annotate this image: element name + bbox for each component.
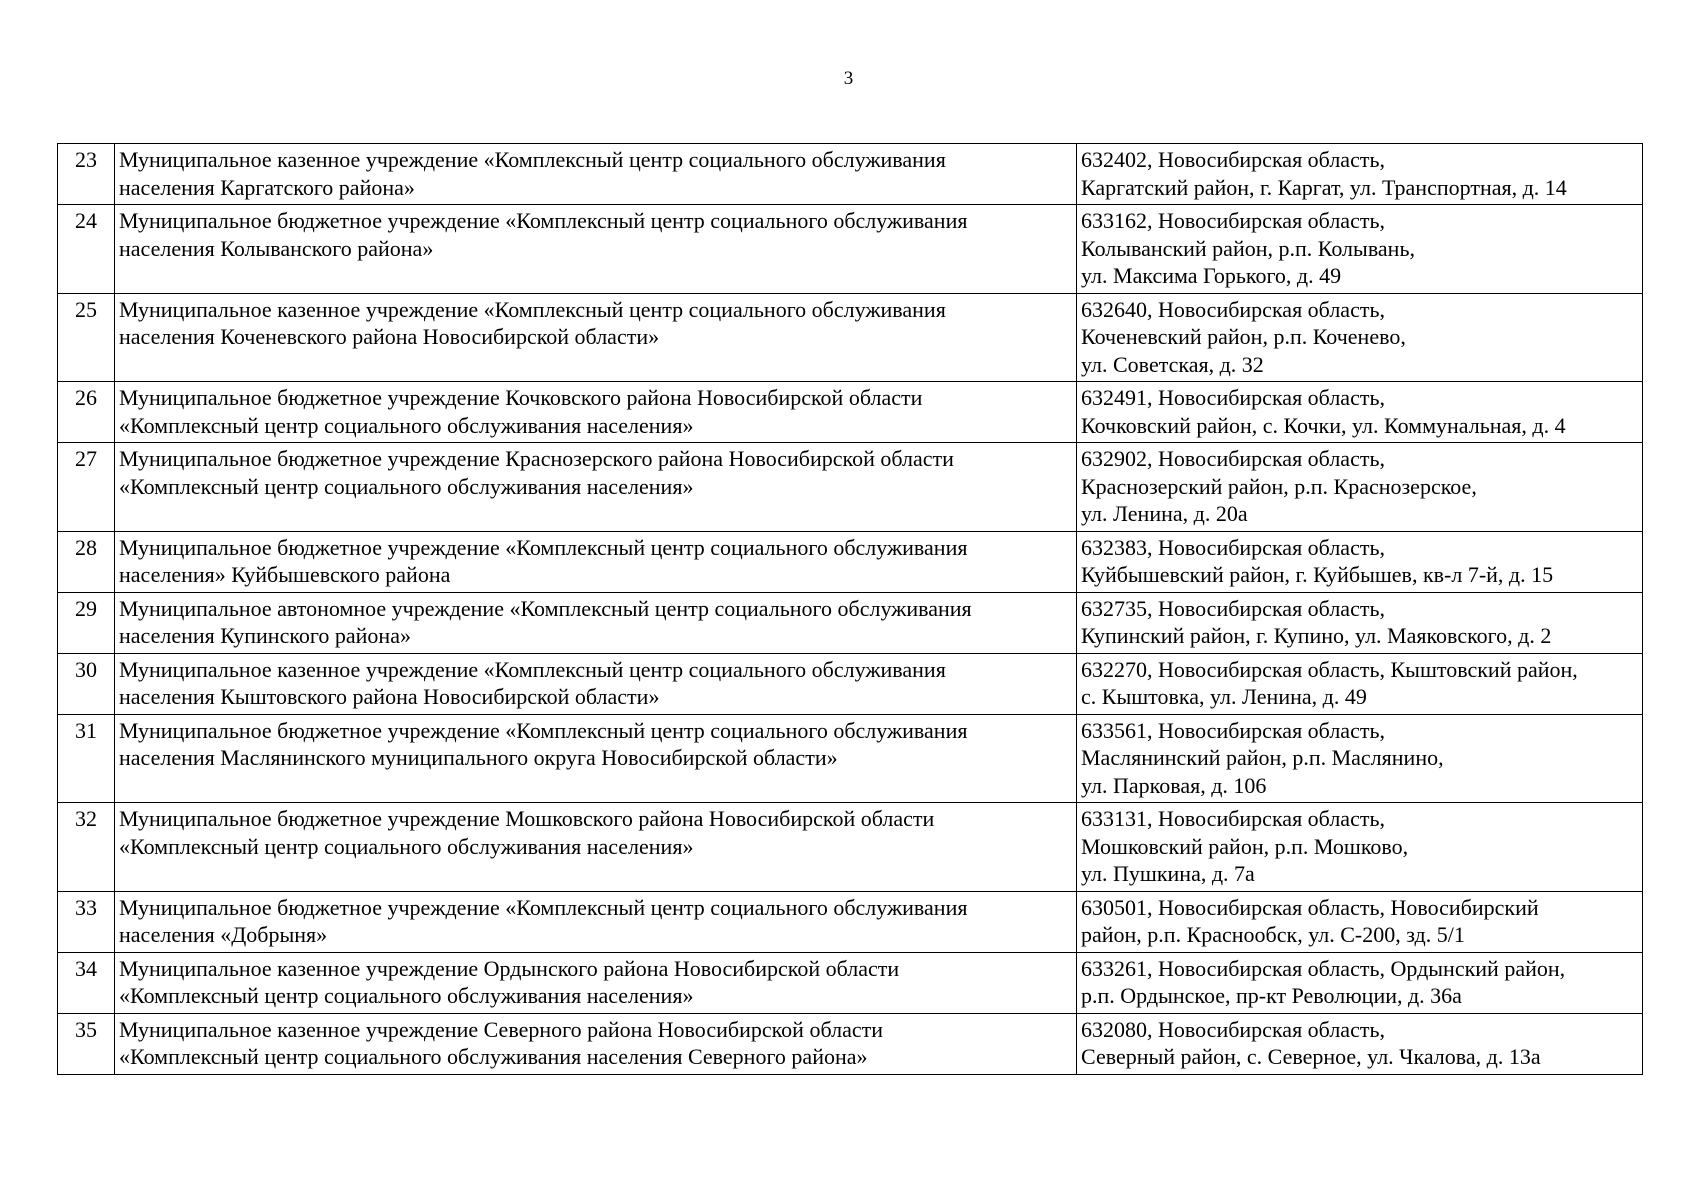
address-line: 632735, Новосибирская область, — [1081, 595, 1385, 621]
institution-name-line: «Комплексный центр социального обслуживания населения» — [119, 833, 694, 859]
institution-name-cell — [115, 952, 1077, 1013]
table-row — [58, 714, 1643, 803]
row-number: 23 — [58, 144, 115, 205]
institution-name-line: Муниципальное бюджетное учреждение «Комплексный центр социального обслуживания — [119, 717, 968, 743]
address-cell — [1077, 443, 1643, 532]
institution-name-cell — [115, 144, 1077, 205]
institution-name-cell — [115, 443, 1077, 532]
institution-name-line: Муниципальное бюджетное учреждение Краснозерского района Новосибирской области — [119, 446, 954, 471]
institution-name-cell — [115, 205, 1077, 294]
address-line: Краснозерский район, р.п. Краснозерское, — [1081, 473, 1477, 499]
institution-name-line: «Комплексный центр социального обслуживания населения» — [119, 412, 694, 438]
institution-name-line: населения Кыштовского района Новосибирской области» — [119, 684, 660, 709]
institution-name-cell — [115, 382, 1077, 443]
institution-name-line: «Комплексный центр социального обслуживания населения» — [119, 983, 694, 1008]
institution-name-line: Муниципальное казенное учреждение «Комплексный центр социального обслуживания — [119, 656, 946, 682]
row-number: 28 — [58, 531, 115, 592]
address-line: 632402, Новосибирская область, — [1081, 147, 1385, 172]
address-line: ул. Ленина, д. 20а — [1081, 501, 1248, 526]
institution-name-line: Муниципальное казенное учреждение «Комплексный центр социального обслуживания — [119, 147, 946, 172]
address-line: 632383, Новосибирская область, — [1081, 534, 1385, 560]
row-number: 35 — [58, 1013, 115, 1074]
address-line: ул. Максима Горького, д. 49 — [1081, 263, 1342, 288]
row-number: 26 — [58, 382, 115, 443]
institution-name-cell — [115, 1013, 1077, 1074]
address-line: 630501, Новосибирская область, Новосибирский — [1081, 894, 1539, 920]
institution-name-line: Муниципальное казенное учреждение Северного района Новосибирской области — [119, 1016, 883, 1042]
address-line: Колыванский район, р.п. Колывань, — [1081, 235, 1415, 261]
institution-name-line: Муниципальное бюджетное учреждение Кочковского района Новосибирской области — [119, 385, 923, 410]
address-line: Коченевский район, р.п. Коченево, — [1081, 324, 1406, 349]
table-row — [58, 592, 1643, 653]
address-line: Северный район, с. Северное, ул. Чкалова, д. 13а — [1081, 1044, 1541, 1069]
institution-name-line: «Комплексный центр социального обслуживания населения Северного района» — [119, 1044, 868, 1069]
row-number: 25 — [58, 293, 115, 382]
address-line: ул. Пушкина, д. 7а — [1081, 861, 1255, 886]
institution-name-line: Муниципальное казенное учреждение «Комплексный центр социального обслуживания — [119, 296, 946, 322]
row-number: 31 — [58, 714, 115, 803]
address-line: 632640, Новосибирская область, — [1081, 296, 1385, 322]
address-line: ул. Парковая, д. 106 — [1081, 772, 1267, 798]
institution-name-cell — [115, 714, 1077, 803]
address-cell — [1077, 1013, 1643, 1074]
address-line: Куйбышевский район, г. Куйбышев, кв-л 7-й, д. 15 — [1081, 562, 1554, 587]
institution-name-cell — [115, 653, 1077, 714]
table-row — [58, 803, 1643, 892]
address-cell — [1077, 653, 1643, 714]
address-line: Купинский район, г. Купино, ул. Маяковского, д. 2 — [1081, 623, 1552, 648]
address-line: Маслянинский район, р.п. Маслянино, — [1081, 745, 1444, 770]
institution-name-line: «Комплексный центр социального обслуживания населения» — [119, 473, 694, 499]
row-number: 33 — [58, 891, 115, 952]
table-row — [58, 952, 1643, 1013]
institution-name-line: Муниципальное бюджетное учреждение «Комплексный центр социального обслуживания — [119, 894, 968, 920]
address-line: 632080, Новосибирская область, — [1081, 1016, 1385, 1042]
address-line: 633561, Новосибирская область, — [1081, 717, 1385, 743]
table-row — [58, 144, 1643, 205]
row-number: 24 — [58, 205, 115, 294]
institution-name-line: Муниципальное автономное учреждение «Комплексный центр социального обслуживания — [119, 595, 972, 621]
institution-name-line: населения Каргатского района» — [119, 174, 415, 200]
institutions-table — [57, 143, 1643, 1075]
table-row — [58, 1013, 1643, 1074]
address-cell — [1077, 293, 1643, 382]
address-cell — [1077, 714, 1643, 803]
institution-name-line: населения «Добрыня» — [119, 922, 328, 947]
address-cell — [1077, 891, 1643, 952]
address-line: Кочковский район, с. Кочки, ул. Коммунальная, д. 4 — [1081, 412, 1566, 438]
institution-name-cell — [115, 531, 1077, 592]
table-row — [58, 443, 1643, 532]
institution-name-line: населения Колыванского района» — [119, 235, 434, 261]
address-line: с. Кыштовка, ул. Ленина, д. 49 — [1081, 684, 1367, 709]
address-line: 633131, Новосибирская область, — [1081, 806, 1385, 831]
institution-name-cell — [115, 592, 1077, 653]
address-line: 632902, Новосибирская область, — [1081, 446, 1385, 471]
address-line: 632491, Новосибирская область, — [1081, 385, 1385, 410]
institution-name-cell — [115, 293, 1077, 382]
address-line: район, р.п. Краснообск, ул. С-200, зд. 5/1 — [1081, 922, 1465, 947]
table-row — [58, 891, 1643, 952]
row-number: 30 — [58, 653, 115, 714]
institution-name-line: населения» Куйбышевского района — [119, 562, 451, 587]
address-line: 633261, Новосибирская область, Ордынский район, — [1081, 955, 1566, 981]
institution-name-line: Муниципальное бюджетное учреждение «Комплексный центр социального обслуживания — [119, 534, 968, 560]
row-number: 27 — [58, 443, 115, 532]
address-cell — [1077, 952, 1643, 1013]
table-row — [58, 293, 1643, 382]
institution-name-line: Муниципальное бюджетное учреждение «Комплексный центр социального обслуживания — [119, 208, 968, 233]
table-row — [58, 653, 1643, 714]
address-cell — [1077, 803, 1643, 892]
institution-name-cell — [115, 891, 1077, 952]
institution-name-line: населения Коченевского района Новосибирской области» — [119, 324, 660, 349]
address-cell — [1077, 531, 1643, 592]
row-number: 29 — [58, 592, 115, 653]
address-line: Каргатский район, г. Каргат, ул. Транспортная, д. 14 — [1081, 174, 1567, 200]
address-cell — [1077, 592, 1643, 653]
row-number: 34 — [58, 952, 115, 1013]
address-cell — [1077, 205, 1643, 294]
address-line: р.п. Ордынское, пр-кт Революции, д. 36а — [1081, 983, 1462, 1008]
address-cell — [1077, 382, 1643, 443]
table-body — [58, 144, 1643, 1075]
institution-name-line: населения Маслянинского муниципального округа Новосибирской области» — [119, 745, 838, 770]
table-row — [58, 382, 1643, 443]
table-row — [58, 531, 1643, 592]
address-line: Мошковский район, р.п. Мошково, — [1081, 833, 1409, 859]
institution-name-cell — [115, 803, 1077, 892]
address-line: ул. Советская, д. 32 — [1081, 351, 1264, 377]
institution-name-line: населения Купинского района» — [119, 623, 411, 648]
institution-name-line: Муниципальное бюджетное учреждение Мошковского района Новосибирской области — [119, 806, 935, 831]
table-row — [58, 205, 1643, 294]
address-line: 633162, Новосибирская область, — [1081, 208, 1385, 233]
row-number: 32 — [58, 803, 115, 892]
page-number: 3 — [843, 68, 854, 89]
institution-name-line: Муниципальное казенное учреждение Ордынского района Новосибирской области — [119, 955, 900, 981]
address-line: 632270, Новосибирская область, Кыштовский район, — [1081, 656, 1578, 682]
address-cell — [1077, 144, 1643, 205]
